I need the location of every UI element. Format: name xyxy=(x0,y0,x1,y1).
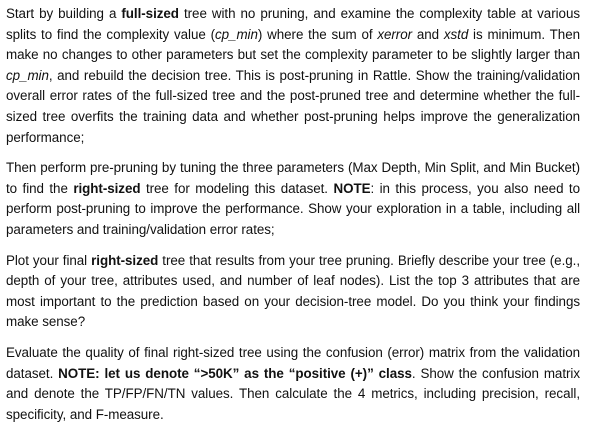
bold-text-run: full-sized xyxy=(121,6,179,21)
text-run: tree that results from your tree pruning. Briefly describe your tree (e.g., depth of your tree, attributes used, and number of leaf nodes). List the top 3 attributes that are most important to the prediction based on your decision-tree model. Do you think your findings make sense? xyxy=(6,252,580,330)
text-run: . Show the confusion matrix and denote the TP/FP/FN/TN values. Then calculate the 4 metrics, including precision, recall, specificity, and F-measure. xyxy=(6,365,580,422)
text-run: Start by building a xyxy=(6,6,122,21)
text-run: : in this process, you also need to perform post-pruning to improve the performance. Show your exploration in a table, including all parameters and training/validation error rates; xyxy=(6,180,581,237)
bold-text-run: right-sized xyxy=(91,252,159,268)
italic-text-run: xstd xyxy=(443,26,469,42)
italic-text-run: cp_min xyxy=(6,67,49,83)
instruction-paragraph-4 xyxy=(6,343,580,425)
instruction-paragraph-3 xyxy=(6,251,580,333)
text-run: and xyxy=(412,26,444,42)
document-body xyxy=(6,4,580,425)
text-run: ) where the sum of xyxy=(257,26,378,42)
text-run: tree for modeling this dataset. xyxy=(140,180,334,196)
text-run: Then perform pre-pruning by tuning the three parameters (Max Depth, Min Split, and Min Bucket) to find the xyxy=(6,160,580,196)
bold-text-run: NOTE xyxy=(333,180,371,196)
text-run: , and rebuild the decision tree. This is post-pruning in Rattle. Show the training/validation overall error rates of the full-sized tree and the post-pruned tree and determine whether the full-sized tree overfits the training data and whether post-pruning helps improve the generalization performance; xyxy=(6,67,580,145)
text-run: is minimum. Then make no changes to other parameters but set the complexity parameter to be slightly larger than xyxy=(6,26,580,63)
text-run: Plot your final xyxy=(6,252,92,268)
bold-text-run: NOTE: let us denote “>50K” as the “positive (+)” class xyxy=(58,365,412,381)
italic-text-run: xerror xyxy=(377,26,413,42)
text-run: Evaluate the quality of final right-sized tree using the confusion (error) matrix from the validation dataset. xyxy=(6,344,580,381)
text-run: tree with no pruning, and examine the complexity table at various splits to find the complexity value ( xyxy=(6,6,580,42)
italic-text-run: cp_min xyxy=(215,26,258,42)
instruction-paragraph-2 xyxy=(6,158,580,240)
instruction-paragraph-1 xyxy=(6,4,580,148)
bold-text-run: right-sized xyxy=(73,180,141,196)
